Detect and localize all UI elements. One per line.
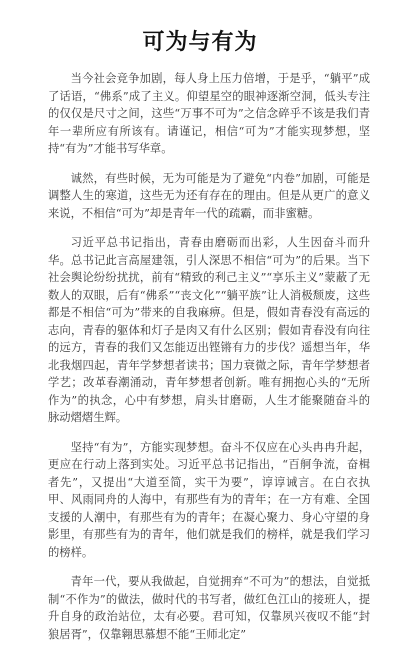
paragraph: 习近平总书记指出，青春由磨砺而出彩，人生因奋斗而升华。总书记此言高屋建瓴，引人深思不相信“可为”的后果。当下社会舆论纷纷扰扰，前有“精致的利己主义”“享乐主义”蒙蔽了无数人的双眼，后有“佛系”“丧文化”“躺平族”让人消极颓废，这些都是不相信“可为”带来的自我麻痹。但是，假如青春没有高远的志向，青春的躯体和灯子是肉又有什么区别；假如青春没有向往的远方，青春的我们又怎能迈出铿锵有力的步伐？遥想当年，华北我烟四起，青年学梦想者读书；国力衰微之际，青年学梦想者学艺；改革春潮涌动，青年梦想者创新。唯有拥抱心头的“无所作为”的执念，心中有梦想，肩头甘磨砺，人生才能聚随奋斗的脉动熠熠生辉。 [48,236,370,424]
document-body [48,70,370,655]
paragraph: 青年一代，要从我做起，自觉拥弃“不可为”的想法，自觉抵制“不作为”的做法，做时代的书写者，做红色江山的接班人，提升自身的政治站位，太有必要。君可知，仅靠夙兴夜叹不能“封狼居胥”，仅靠翱思慕想不能“王师北定” [48,575,370,641]
paragraph: 当今社会竞争加剧，每人身上压力倍增，于是乎，“躺平”成了话语，“佛系”成了主义。仰望星空的眼神逐渐空洞，低头专注的仅仅是尺寸之间，这些“万事不可为”之信念碎乎不该是我们青年一辈所应有所该有。请谨记，相信“可为”才能实现梦想，坚持“有为”才能书写华章。 [48,72,370,155]
paragraph: 诚然，有些时候，无为可能是为了避免“内卷”加剧，可能是调整人生的寒道，这些无为还有存在的理由。但是从更广的意义来说，不相信“可为”却是青年一代的疏霸，而非蜜糖。 [48,171,370,220]
paragraph: 坚持“有为”，方能实现梦想。奋斗不仅应在心头冉冉升起，更应在行动上落到实处。习近平总书记指出，“百舸争流，奋楫者先”，又提出“大道至简，实干为要”，谆谆诫言。在白衣执甲、风雨同舟的人海中，有那些有为的青年；在一方有难、全国支援的人潮中，有那些有为的青年；在凝心聚力、身心守望的身影里，有那些有为的青年，他们就是我们的榜样，就是我们学习的榜样。 [48,440,370,559]
document-title: 可为与有为 [142,30,258,55]
